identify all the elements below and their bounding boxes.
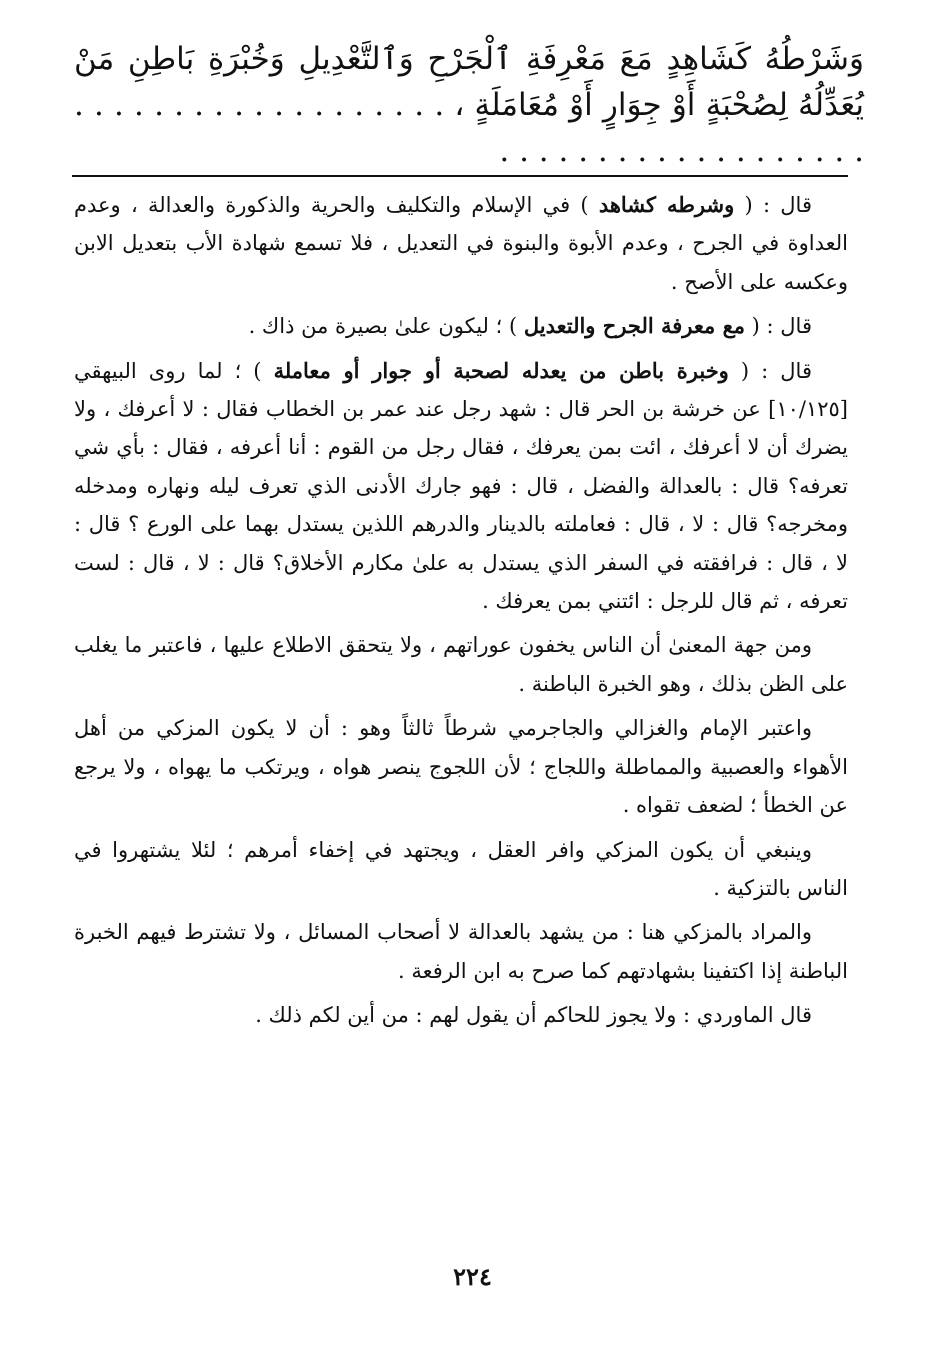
commentary <box>74 186 848 1041</box>
quoted-matn: وشرطه كشاهد <box>598 192 735 217</box>
paragraph-text: ) ؛ لما روى البيهقي [١٠/١٢٥] عن خرشة بن الحر قال : شهد رجل عند عمر بن الخطاب فقال : لا أعرفك ، ولا يضرك أن لا أعرفك ، ائت بمن يعرفك ، فقال رجل من القوم : أنا أعرفه ، فقال : بأي شي تعرفه؟ قال : بالعدالة والفضل ، قال : فهو جارك الأدنى الذي تعرف ليله ونهاره ومدخله ومخرجه؟ قال : لا ، قال : فعاملته بالدينار والدرهم اللذين يستدل بهما على الورع ؟ قال : لا ، قال : فرافقته في السفر الذي يستدل به علىٰ مكارم الأخلاق؟ قال : لا ، قال : لست تعرفه ، ثم قال للرجل : ائتني بمن يعرفك . <box>74 358 848 614</box>
commentary-paragraph-8: قال الماوردي : ولا يجوز للحاكم أن يقول لهم : من أين لكم ذلك . <box>255 1003 812 1028</box>
commentary-paragraph-2 <box>74 307 848 345</box>
commentary-paragraph-3 <box>74 352 848 621</box>
commentary-paragraph-7: والمراد بالمزكي هنا : من يشهد بالعدالة لا أصحاب المسائل ، ولا تشترط فيهم الخبرة الباطنة إذا اكتفينا بشهادتهم كما صرح به ابن الرفعة . <box>74 920 848 983</box>
separator-line <box>72 175 848 177</box>
matn-paragraph: وَشَرْطُهُ كَشَاهِدٍ مَعَ مَعْرِفَةِ ٱلْجَرْحِ وَٱلتَّعْدِيلِ وَخُبْرَةِ بَاطِنِ مَنْ يُعَدِّلُهُ لِصُحْبَةٍ أَوْ جِوَارٍ أَوْ مُعَامَلَةٍ ، . . . . . . . . . . . . . . . . . . . . . . . . . . . . . . . . . . . . . . <box>74 41 864 169</box>
commentary-paragraph-5: واعتبر الإمام والغزالي والجاجرمي شرطاً ثالثاً وهو : أن لا يكون المزكي من أهل الأهواء والعصبية والمماطلة واللجاج ؛ لأن اللجوج ينصر هواه ، ويرتكب ما يهواه ، ولا يرجع عن الخطأ ؛ لضعف تقواه . <box>74 716 848 818</box>
quote-open: قال : ( <box>734 193 812 217</box>
quoted-matn: مع معرفة الجرح والتعديل <box>523 313 745 339</box>
paragraph-text: ) ؛ ليكون علىٰ بصيرة من ذاك . <box>248 314 524 339</box>
page-number: ٢٢٤ <box>453 1262 492 1291</box>
quote-open: قال : ( <box>728 358 812 383</box>
commentary-paragraph-1 <box>74 186 848 301</box>
commentary-paragraph-6: وينبغي أن يكون المزكي وافر العقل ، ويجتهد في إخفاء أمرهم ؛ لئلا يشتهروا في الناس بالتزكية . <box>74 837 848 900</box>
commentary-paragraph-4: ومن جهة المعنىٰ أن الناس يخفون عوراتهم ، ولا يتحقق الاطلاع عليها ، فاعتبر ما يغلب على الظن بذلك ، وهو الخبرة الباطنة . <box>74 633 848 696</box>
main-text <box>74 36 864 174</box>
paragraph-text: ) في الإسلام والتكليف والحرية والذكورة والعدالة ، وعدم العداوة في الجرح ، وعدم الأبوة والبنوة في التعديل ، فلا تسمع شهادة الأب بتعديل الابن وعكسه على الأصح . <box>74 193 848 294</box>
quote-open: قال : ( <box>745 314 812 339</box>
quoted-matn: وخبرة باطن من يعدله لصحبة أو جوار أو معاملة <box>273 357 729 383</box>
